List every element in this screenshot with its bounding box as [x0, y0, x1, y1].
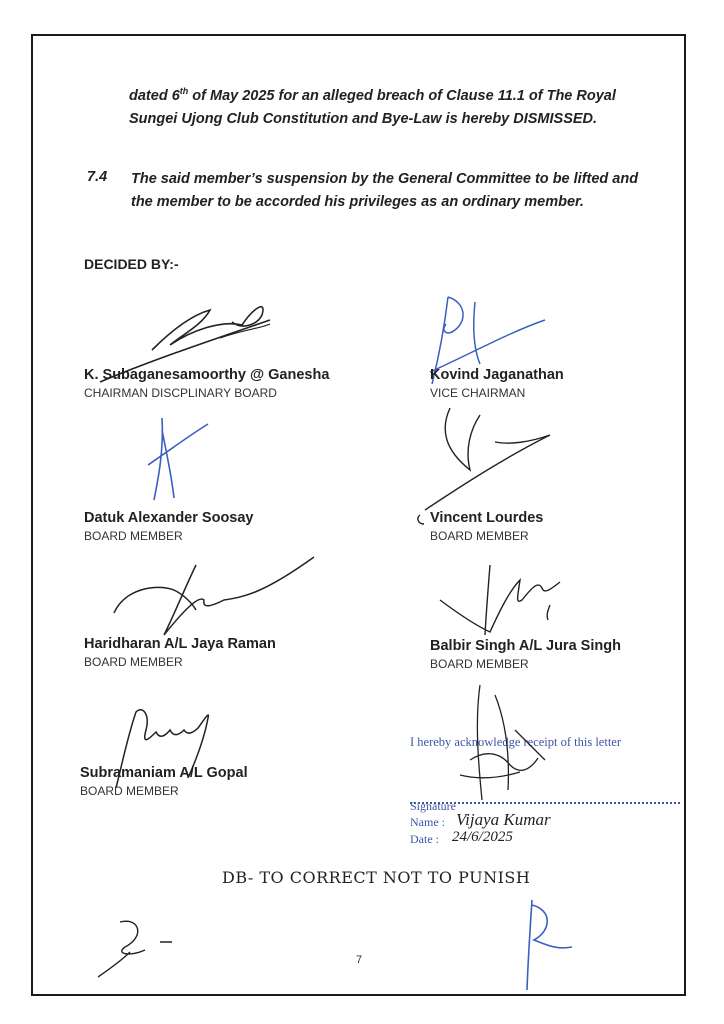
signatory-role-5: BOARD MEMBER — [84, 655, 183, 669]
signatory-role-1: CHAIRMAN DISCPLINARY BOARD — [84, 386, 277, 400]
signatory-name-6: Balbir Singh A/L Jura Singh — [430, 638, 621, 654]
signatory-name-4: Vincent Lourdes — [430, 510, 544, 526]
clause-7-4-line1: The said member’s suspension by the General Committee to be lifted and — [131, 171, 639, 187]
signatory-name-5: Haridharan A/L Jaya Raman — [84, 636, 276, 652]
stamp-signature-label: Signature — [410, 799, 456, 813]
initials-right — [512, 895, 582, 995]
clause-7-4-line2: the member to be accorded his privileges as an ordinary member. — [131, 194, 584, 210]
signatory-role-7: BOARD MEMBER — [80, 784, 179, 798]
signatory-name-7: Subramaniam A/L Gopal — [80, 765, 248, 781]
page-number: 7 — [356, 954, 363, 966]
signatory-name-3: Datuk Alexander Soosay — [84, 510, 254, 526]
clause-number-7-4: 7.4 — [87, 169, 108, 185]
signatory-role-4: BOARD MEMBER — [430, 529, 529, 543]
signature-board-member-haridharan — [104, 555, 324, 640]
continued-paragraph — [129, 80, 616, 131]
signatory-name-2: Kovind Jaganathan — [430, 367, 564, 383]
acknowledgement-stamp-text: I hereby acknowledge receipt of this letter — [410, 735, 622, 749]
signature-board-member-soosay — [140, 410, 220, 505]
stamp-name-value: Vijaya Kumar — [456, 810, 551, 829]
decided-by-heading: DECIDED BY:- — [84, 256, 179, 272]
signatory-role-6: BOARD MEMBER — [430, 657, 529, 671]
signatory-name-1: K. Subaganesamoorthy @ Ganesha — [84, 367, 330, 383]
signatory-role-2: VICE CHAIRMAN — [430, 386, 526, 400]
continued-paragraph-line1: dated 6th of May 2025 for an alleged breach of Clause 11.1 of The Royal — [129, 86, 616, 104]
clause-7-4-text — [131, 168, 638, 214]
stamp-name-label: Name : — [410, 815, 445, 829]
footer-note: DB- TO CORRECT NOT TO PUNISH — [222, 868, 531, 887]
stamp-date-value: 24/6/2025 — [452, 829, 513, 845]
signatory-role-3: BOARD MEMBER — [84, 529, 183, 543]
signature-board-member-balbir — [430, 560, 580, 640]
stamp-date-label: Date : — [410, 832, 439, 846]
initials-left — [90, 912, 190, 982]
continued-paragraph-line2: Sungei Ujong Club Constitution and Bye-Law is hereby DISMISSED. — [129, 110, 598, 127]
signature-acknowledgement — [450, 680, 560, 810]
